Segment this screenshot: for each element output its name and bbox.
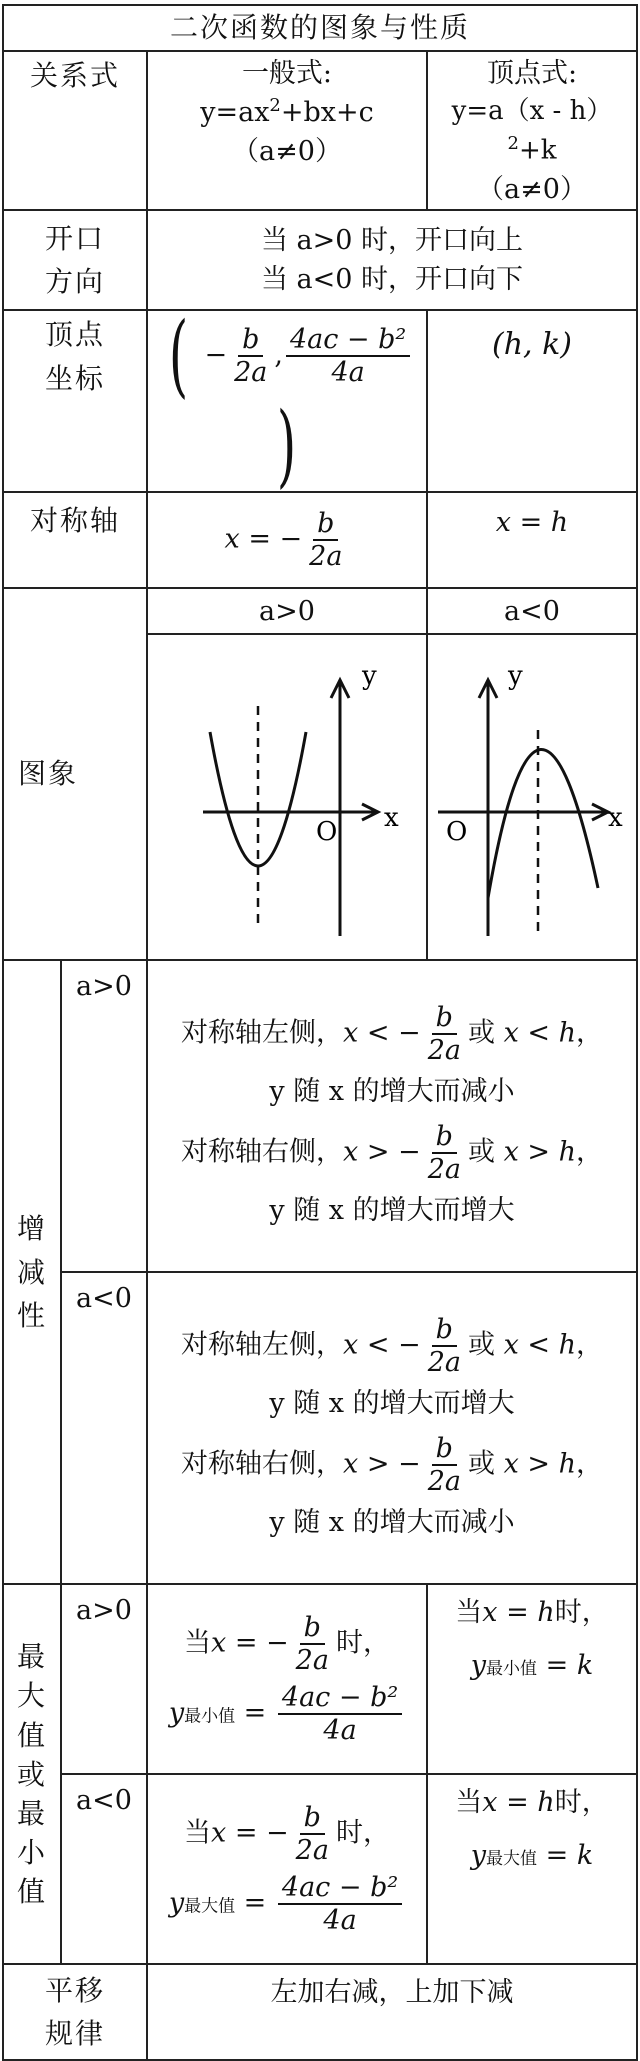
extreme-pos-general	[147, 1584, 427, 1774]
extreme-label: 最 大 值 或 最 小 值	[3, 1584, 61, 1964]
pos-right-result: y 随 x 的增大而增大	[269, 1195, 515, 1227]
vertex-form-condition: （a≠0）	[477, 174, 587, 206]
graph-label: 图象	[3, 588, 147, 960]
extreme-pos-when: 当x = − $\frac{b}{2a}$ 时，	[184, 1612, 390, 1677]
extreme-neg-when: 当x = − $\frac{b}{2a}$ 时，	[184, 1802, 390, 1867]
axis-vertex-form: x = h	[427, 492, 637, 588]
extreme-pos-vertex-value: y最小值 = k	[470, 1650, 594, 1682]
vertex-form-name: 顶点式:	[486, 58, 578, 89]
graph-pos-cell	[147, 634, 427, 960]
axis-general: x = − $\frac{b}{2a}$	[147, 492, 427, 588]
pos-left-condition: 对称轴左侧，x < − $\frac{b}{2a}$ 或 x < h，	[181, 1002, 603, 1067]
vertex-form-formula: y=a（x - h）$^2$+k	[451, 96, 613, 166]
general-form-cell	[147, 51, 427, 210]
opening-label: 开口 方向	[3, 210, 147, 310]
opening-up-text: 当 a>0 时，开口向上	[260, 225, 524, 257]
neg-left-condition: 对称轴左侧，x < − $\frac{b}{2a}$ 或 x < h，	[181, 1314, 603, 1379]
general-form-condition: （a≠0）	[232, 136, 342, 168]
extreme-pos-value: y最小值 = $\frac{\text{4ac − b²}}{4a}$	[148, 1682, 426, 1746]
pos-left-result: y 随 x 的增大而减小	[269, 1076, 515, 1108]
pos-right-condition: 对称轴右侧，x > − $\frac{b}{2a}$ 或 x > h，	[181, 1121, 603, 1186]
extreme-neg-vertex-when: 当x = h时，	[455, 1787, 609, 1819]
neg-left-result: y 随 x 的增大而增大	[269, 1388, 515, 1420]
vertex-coord-vertex-form: (h, k)	[427, 310, 637, 492]
graph-neg-cell	[427, 634, 637, 960]
origin-label: O	[316, 817, 338, 848]
monotonic-label: 增 减 性	[3, 960, 61, 1584]
extreme-pos-vertex	[427, 1584, 637, 1774]
table-title: 二次函数的图象与性质	[3, 5, 637, 51]
general-form-formula: $y=ax^2+bx+c$	[200, 95, 374, 129]
vertex-coord-general: ( − $\frac{b}{2a}$ , $\frac{\text{4ac − b²}}{4a}$ )	[147, 310, 427, 492]
general-form-name: 一般式:	[241, 58, 333, 89]
graph-neg-header: a<0	[427, 588, 637, 634]
extreme-neg-vertex	[427, 1774, 637, 1964]
extreme-neg-value: y最大值 = $\frac{\text{4ac − b²}}{4a}$	[148, 1872, 426, 1936]
extreme-pos-cond: a>0	[61, 1584, 147, 1774]
neg-right-result: y 随 x 的增大而减小	[269, 1507, 515, 1539]
graph-upward-parabola	[148, 636, 424, 958]
opening-down-text: 当 a<0 时，开口向下	[260, 264, 524, 296]
x-axis-label: x	[384, 803, 399, 834]
monotonic-neg-content	[147, 1272, 637, 1584]
translation-rule: 左加右减，上加下减	[147, 1964, 637, 2060]
x-axis-label: x	[608, 803, 623, 834]
extreme-neg-cond: a<0	[61, 1774, 147, 1964]
origin-label: O	[446, 817, 468, 848]
neg-right-condition: 对称轴右侧，x > − $\frac{b}{2a}$ 或 x > h，	[181, 1433, 603, 1498]
monotonic-neg-cond: a<0	[61, 1272, 147, 1584]
quadratic-table	[2, 4, 638, 2061]
parabola-curve	[488, 750, 598, 899]
graph-pos-header: a>0	[147, 588, 427, 634]
vertex-coord-label: 顶点 坐标	[3, 310, 147, 492]
extreme-pos-vertex-when: 当x = h时，	[455, 1597, 609, 1629]
axis-label: 对称轴	[3, 492, 147, 588]
y-axis-label: y	[508, 661, 523, 692]
monotonic-pos-content	[147, 960, 637, 1272]
graph-downward-parabola	[428, 636, 634, 958]
parabola-curve	[210, 732, 306, 866]
relation-label: 关系式	[3, 51, 147, 210]
y-axis-label: y	[362, 661, 377, 692]
monotonic-pos-cond: a>0	[61, 960, 147, 1272]
opening-content	[147, 210, 637, 310]
translation-label: 平移 规律	[3, 1964, 147, 2060]
vertex-form-cell	[427, 51, 637, 210]
extreme-neg-general	[147, 1774, 427, 1964]
extreme-neg-vertex-value: y最大值 = k	[470, 1840, 594, 1872]
